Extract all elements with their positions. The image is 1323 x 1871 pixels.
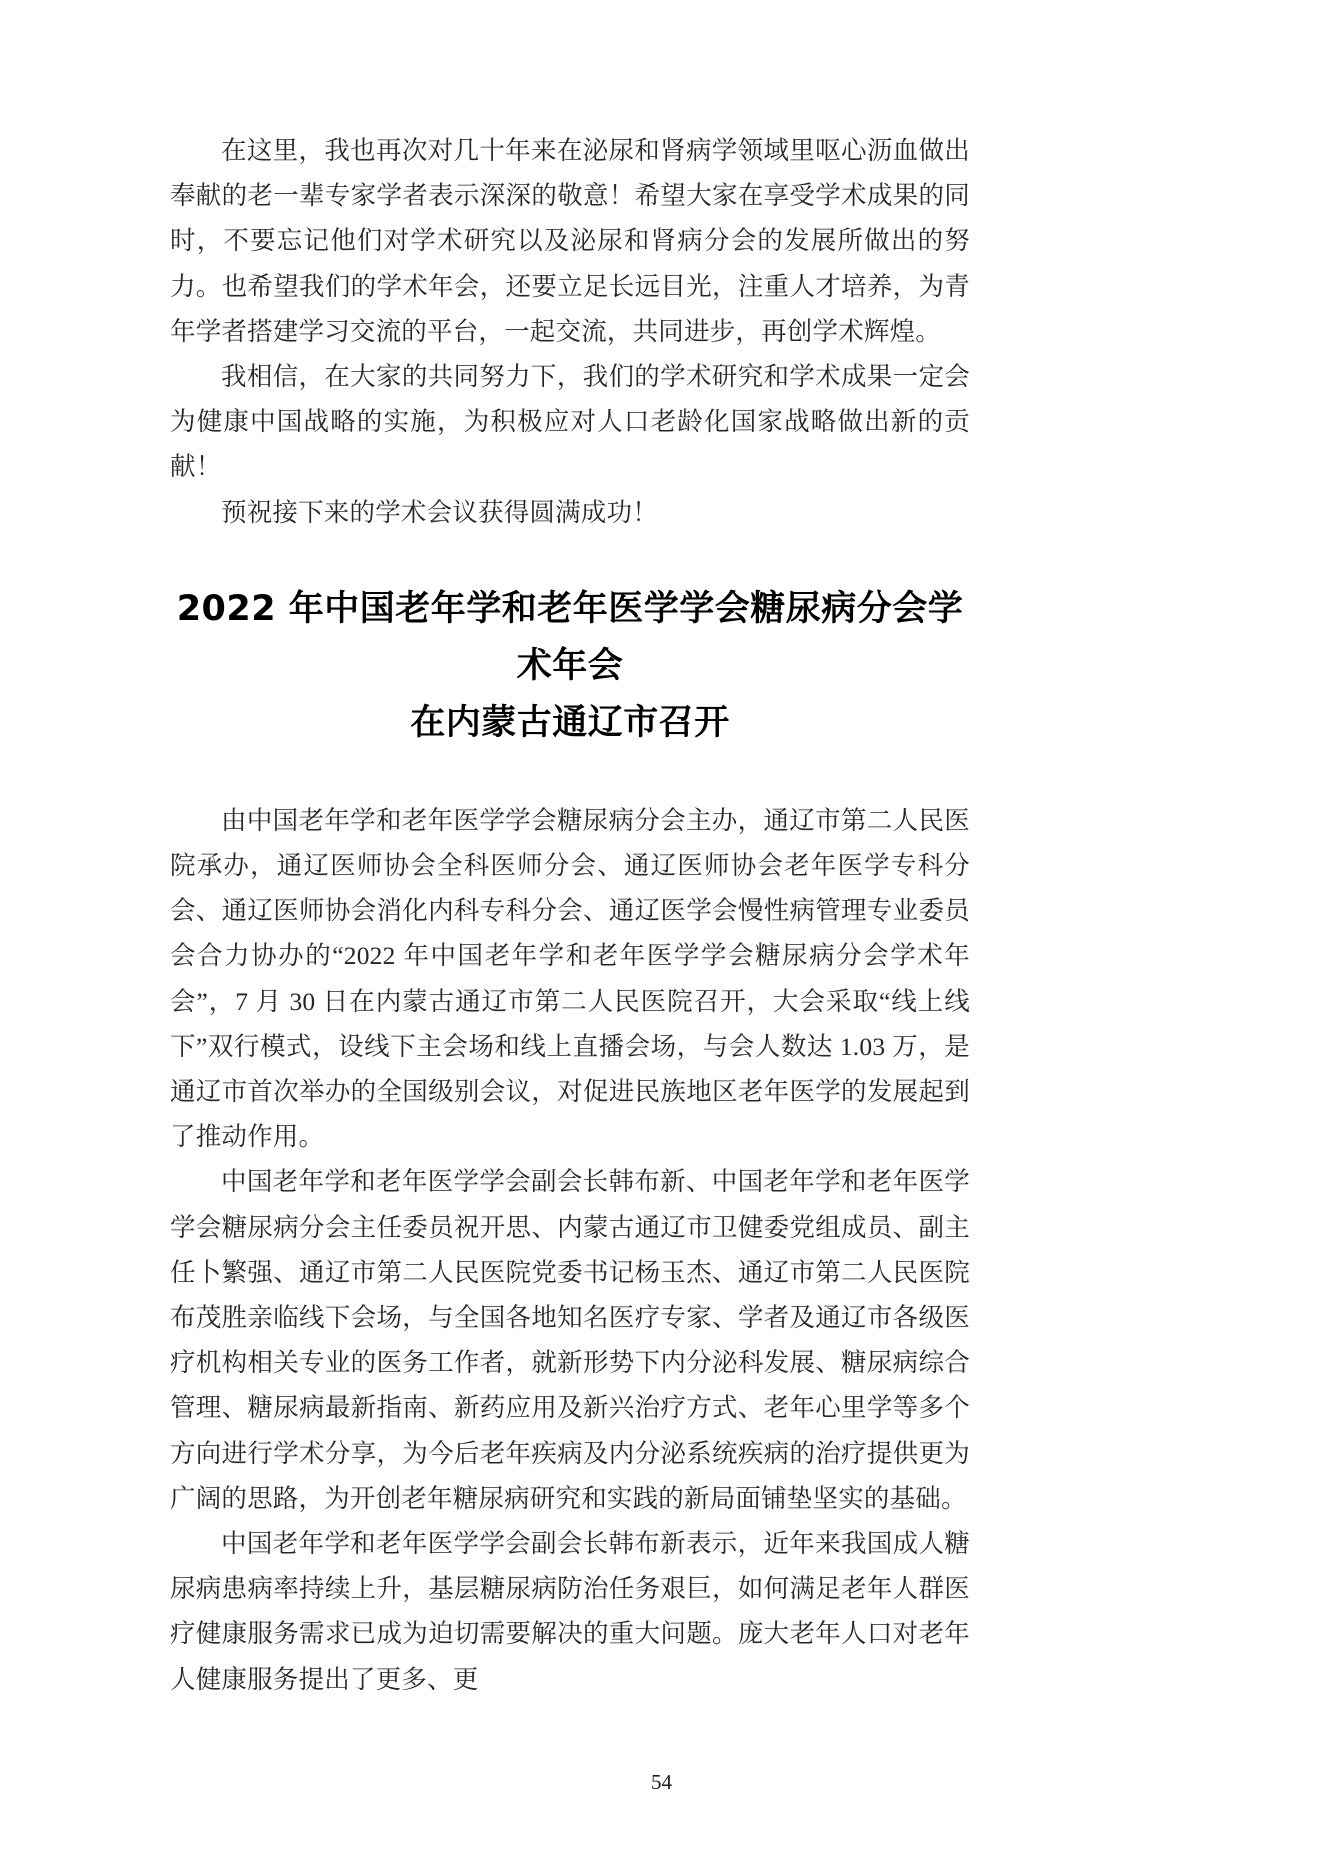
article-body	[170, 798, 970, 1702]
paragraph: 我相信，在大家的共同努力下，我们的学术研究和学术成果一定会为健康中国战略的实施，为积极应对人口老龄化国家战略做出新的贡献！	[170, 362, 970, 482]
article-title	[170, 581, 970, 752]
page-number: 54	[651, 1770, 672, 1794]
article-title-line-1: 2022 年中国老年学和老年医学学会糖尿病分会学术年会	[176, 588, 964, 686]
paragraph: 在这里，我也再次对几十年来在泌尿和肾病学领域里呕心沥血做出奉献的老一辈专家学者表示深深的敬意！希望大家在享受学术成果的同时，不要忘记他们对学术研究以及泌尿和肾病分会的发展所做出的努力。也希望我们的学术年会，还要立足长远目光，注重人才培养，为青年学者搭建学习交流的平台，一起交流，共同进步，再创学术辉煌。	[170, 136, 970, 346]
article-title-line-2: 在内蒙古通辽市召开	[410, 702, 730, 743]
paragraph: 中国老年学和老年医学学会副会长韩布新、中国老年学和老年医学学会糖尿病分会主任委员祝开思、内蒙古通辽市卫健委党组成员、副主任卜繁强、通辽市第二人民医院党委书记杨玉杰、通辽市第二人民医院布茂胜亲临线下会场，与全国各地知名医疗专家、学者及通辽市各级医疗机构相关专业的医务工作者，就新形势下内分泌科发展、糖尿病综合管理、糖尿病最新指南、新药应用及新兴治疗方式、老年心里学等多个方向进行学术分享，为今后老年疾病及内分泌系统疾病的治疗提供更为广阔的思路，为开创老年糖尿病研究和实践的新局面铺垫坚实的基础。	[170, 1167, 970, 1513]
paragraph: 中国老年学和老年医学学会副会长韩布新表示，近年来我国成人糖尿病患病率持续上升，基层糖尿病防治任务艰巨，如何满足老年人群医疗健康服务需求已成为迫切需要解决的重大问题。庞大老年人口对老年人健康服务提出了更多、更	[170, 1529, 970, 1694]
paragraph: 预祝接下来的学术会议获得圆满成功！	[221, 497, 658, 527]
speech-closing-section	[170, 128, 970, 535]
paragraph: 由中国老年学和老年医学学会糖尿病分会主办，通辽市第二人民医院承办，通辽医师协会全科医师分会、通辽医师协会老年医学专科分会、通辽医师协会消化内科专科分会、通辽医学会慢性病管理专业委员会合力协办的“2022 年中国老年学和老年医学学会糖尿病分会学术年会”，7 月 30 日在内蒙古通辽市第二人民医院召开，大会采取“线上线下”双行模式，设线下主会场和线上直播会场，与会人数达 1.03 万，是通辽市首次举办的全国级别会议，对促进民族地区老年医学的发展起到了推动作用。	[170, 805, 970, 1152]
page-content	[170, 128, 970, 1702]
